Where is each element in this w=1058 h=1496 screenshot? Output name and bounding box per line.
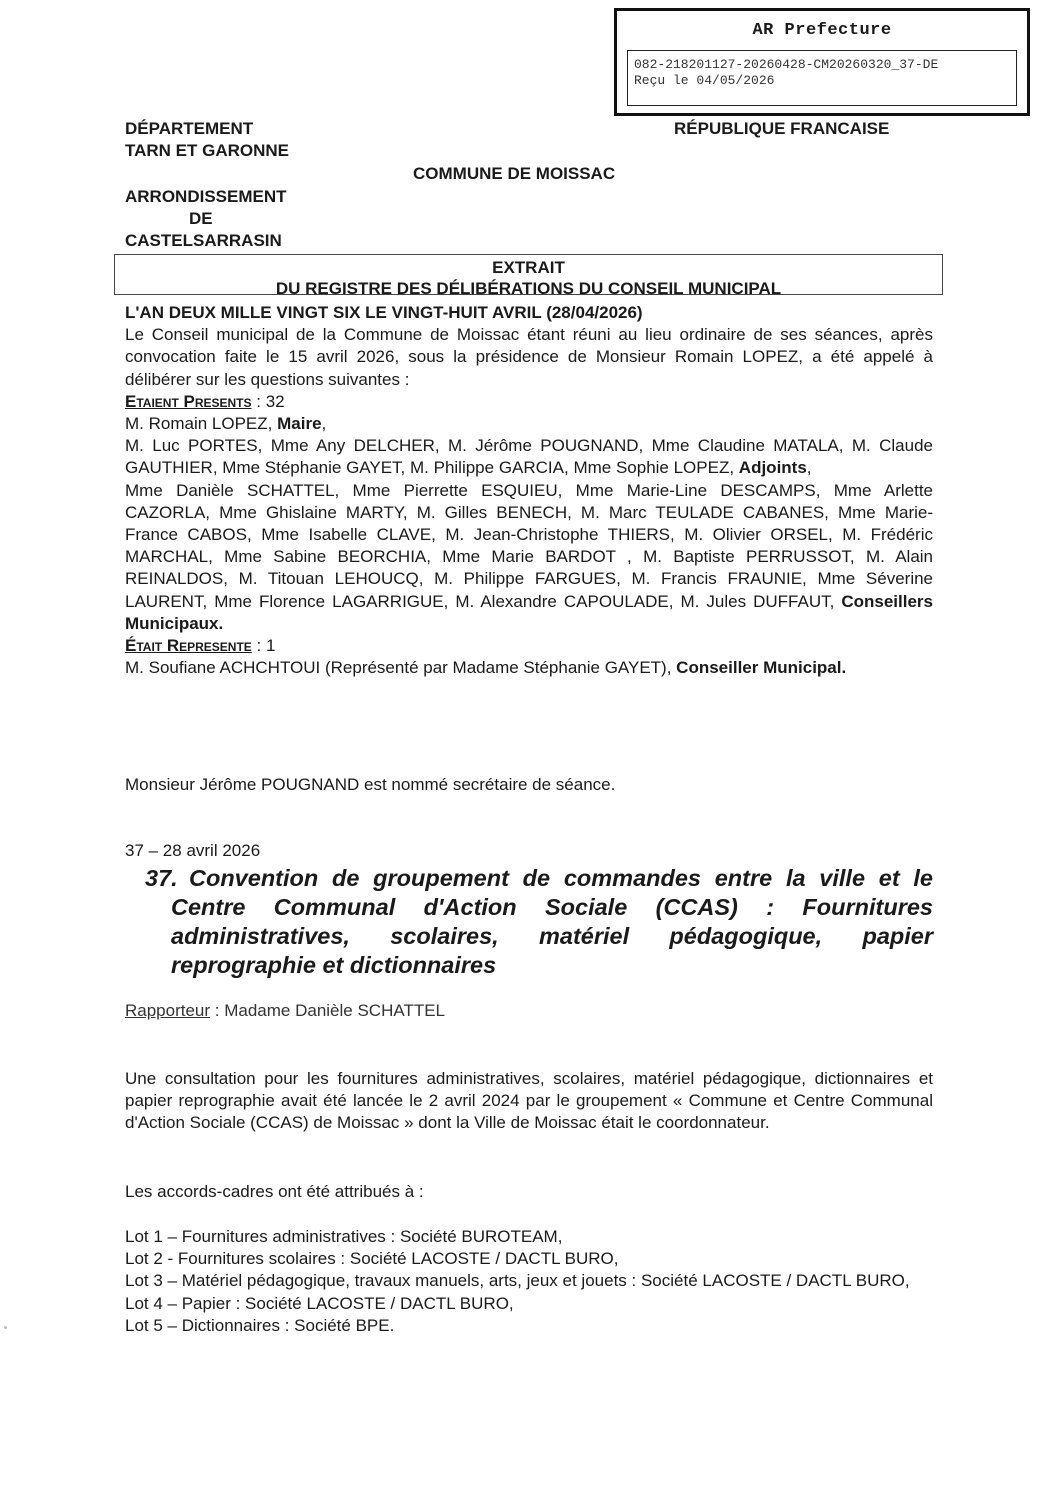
lot-item: Lot 5 – Dictionnaires : Société BPE.	[125, 1315, 395, 1335]
represente-line	[125, 635, 933, 657]
represente-text: M. Soufiane ACHCHTOUI (Représenté par Madame Stéphanie GAYET),	[125, 658, 677, 678]
item-number: 37.	[145, 865, 178, 891]
extract-title: EXTRAIT	[492, 258, 565, 277]
prefecture-stamp	[614, 8, 1030, 116]
department-block	[125, 118, 289, 162]
lot-item: Lot 2 - Fournitures scolaires : Société LACOSTE / DACTL BURO,	[125, 1249, 619, 1269]
stamp-title: AR Prefecture	[752, 21, 892, 40]
session-date: L'AN DEUX MILLE VINGT SIX LE VINGT-HUIT AVRIL (28/04/2026)	[125, 303, 643, 322]
department-name: TARN ET GARONNE	[125, 141, 290, 160]
adjoints-list: M. Luc PORTES, Mme Any DELCHER, M. Jérôme POUGNAND, Mme Claudine MATALA, M. Claude GAUTHIER, Mme Stéphanie GAYET, M. Philippe GARCIA, Mme Sophie LOPEZ,	[125, 436, 933, 478]
rapporteur-label: Rapporteur	[125, 1001, 211, 1020]
department-label: DÉPARTEMENT	[125, 119, 254, 138]
maire-role: Maire	[277, 414, 322, 434]
represente-count: : 1	[251, 636, 276, 656]
rapporteur-text: : Madame Danièle SCHATTEL	[210, 1001, 445, 1020]
register-title: DU REGISTRE DES DÉLIBÉRATIONS DU CONSEIL MUNICIPAL	[275, 279, 782, 298]
item-title-rest: Centre Communal d'Action Sociale (CCAS) : Fournitures administratives, scolaires, matériel pédagogique, papier reprographie et dictionnaires	[171, 894, 933, 978]
stamp-received-date: Reçu le 04/05/2026	[634, 73, 775, 88]
stamp-reference: 082-218201127-20260428-CM20260320_37-DE	[634, 57, 939, 72]
stamp-reference-box	[627, 50, 1017, 106]
item-title	[145, 864, 933, 980]
conseillers-list: Mme Danièle SCHATTEL, Mme Pierrette ESQUIEU, Mme Marie-Line DESCAMPS, Mme Arlette CAZORLA, Mme Ghislaine MARTY, M. Gilles BENECH, M. Marc TEULADE CABANES, Mme Marie-France CABOS, Mme Isabelle CLAVE, M. Jean-Christophe THIERS, M. Olivier ORSEL, M. Frédéric MARCHAL, Mme Sabine BEORCHIA, Mme Marie BARDOT , M. Baptiste PERRUSSOT, M. Alain REINALDOS, M. Titouan LEHOUCQ, M. Philippe FARGUES, M. Francis FRAUNIE, Mme Séverine LAURENT, Mme Florence LAGARRIGUE, M. Alexandre CAPOULADE, M. Jules DUFFAUT,	[125, 480, 933, 611]
conseillers-paragraph	[125, 480, 933, 635]
session-block	[125, 302, 933, 679]
consultation-paragraph: Une consultation pour les fournitures administratives, scolaires, matériel pédagogique, dictionnaires et papier reprographie avait été lancée le 2 avril 2024 par le groupement « Commune et Centre Communal d'Action Sociale (CCAS) de Moissac » dont la Ville de Moissac était le coordonnateur.	[125, 1069, 933, 1133]
arrondissement-de: DE	[189, 209, 213, 228]
lots-list	[125, 1226, 933, 1337]
adjoints-paragraph	[125, 435, 933, 479]
scan-speck	[4, 1326, 7, 1329]
lot-item: Lot 4 – Papier : Société LACOSTE / DACTL BURO,	[125, 1293, 514, 1313]
conseillers-role: Conseillers Municipaux.	[125, 591, 933, 633]
represente-label: Était Represente	[125, 636, 252, 656]
adjoints-end: ,	[806, 458, 812, 478]
presents-line	[125, 391, 933, 413]
represente-paragraph	[125, 657, 933, 679]
maire-line	[125, 413, 933, 435]
arrondissement-label: ARRONDISSEMENT	[125, 187, 287, 206]
lot-item: Lot 3 – Matériel pédagogique, travaux manuels, arts, jeux et jouets : Société LACOSTE / DACTL BURO,	[125, 1271, 910, 1291]
item-title-first: Convention de groupement de commandes entre la ville et le	[189, 865, 933, 891]
adjoints-role: Adjoints	[738, 458, 807, 478]
republique-label: RÉPUBLIQUE FRANCAISE	[674, 119, 890, 138]
maire-name: M. Romain LOPEZ,	[125, 414, 278, 434]
presents-label: Etaient Presents	[125, 391, 252, 411]
reference-line: 37 – 28 avril 2026	[125, 841, 261, 860]
session-intro: Le Conseil municipal de la Commune de Moissac étant réuni au lieu ordinaire de ses séances, après convocation faite le 15 avril 2026, sous la présidence de Monsieur Romain LOPEZ, a été appelé à délibérer sur les questions suivantes :	[125, 325, 933, 389]
accords-line: Les accords-cadres ont été attribués à :	[125, 1182, 424, 1201]
arrondissement-block	[125, 186, 287, 252]
maire-end: ,	[321, 414, 327, 434]
arrondissement-name: CASTELSARRASIN	[125, 231, 282, 250]
rapporteur-line	[125, 1000, 933, 1022]
secretaire-line: Monsieur Jérôme POUGNAND est nommé secrétaire de séance.	[125, 775, 616, 794]
item-title-first-line	[145, 864, 933, 893]
lot-item: Lot 1 – Fournitures administratives : Société BUROTEAM,	[125, 1227, 563, 1246]
extract-title-box	[114, 254, 943, 298]
presents-count: : 32	[251, 391, 285, 411]
represente-role: Conseiller Municipal.	[676, 658, 847, 678]
commune-label: COMMUNE DE MOISSAC	[413, 164, 616, 183]
